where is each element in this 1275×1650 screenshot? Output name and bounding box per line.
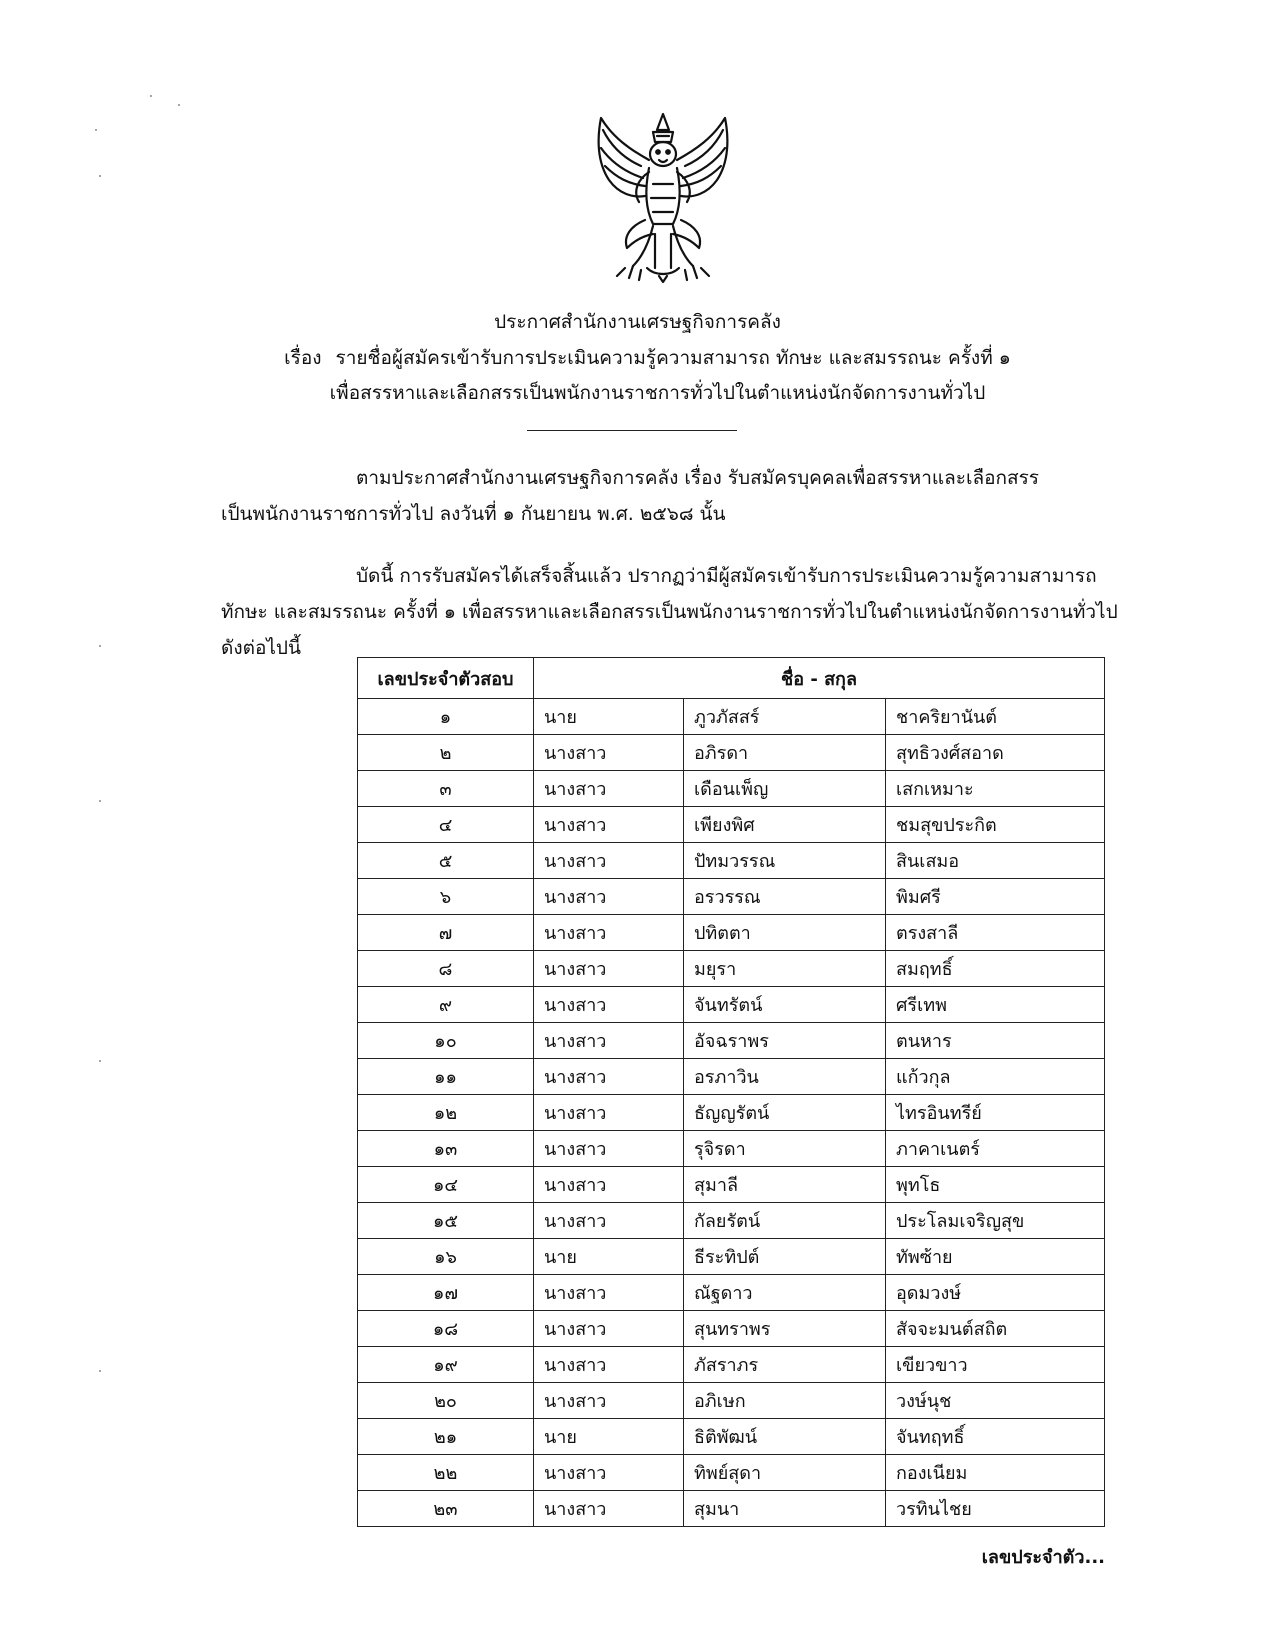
scan-speck [99,645,101,647]
exam-number-cell: ๘ [358,951,534,987]
name-prefix-cell: นาย [534,1239,684,1275]
table-row [358,843,1105,879]
exam-number-cell: ๒๐ [358,1383,534,1419]
table-row [358,1203,1105,1239]
last-name-cell: ตนหาร [886,1023,1105,1059]
table-row [358,951,1105,987]
intro-paragraph-line: ตามประกาศสำนักงานเศรษฐกิจการคลัง เรื่อง รับสมัครบุคคลเพื่อสรรหาและเลือกสรร [356,467,1040,489]
name-prefix-cell: นางสาว [534,1167,684,1203]
first-name-cell: จันทรัตน์ [684,987,886,1023]
first-name-cell: อภิเษก [684,1383,886,1419]
name-prefix-cell: นาย [534,699,684,735]
table-row [358,1131,1105,1167]
subject-label: เรื่อง [284,347,322,369]
name-prefix-cell: นางสาว [534,843,684,879]
first-name-cell: เดือนเพ็ญ [684,771,886,807]
first-name-cell: อรภาวิน [684,1059,886,1095]
exam-number-cell: ๑๒ [358,1095,534,1131]
body-paragraph-line: ทักษะ และสมรรถนะ ครั้งที่ ๑ เพื่อสรรหาและเลือกสรรเป็นพนักงานราชการทั่วไปในตำแหน่งนักจัดการงานทั่วไป [221,601,1118,623]
scan-speck [99,1060,101,1062]
name-prefix-cell: นาย [534,1419,684,1455]
exam-number-cell: ๑๑ [358,1059,534,1095]
last-name-cell: สุทธิวงศ์สอาด [886,735,1105,771]
table-row [358,987,1105,1023]
announcement-subject-continued: เพื่อสรรหาและเลือกสรรเป็นพนักงานราชการทั่วไปในตำแหน่งนักจัดการงานทั่วไป [329,382,986,404]
last-name-cell: ชมสุขประกิต [886,807,1105,843]
last-name-cell: วงษ์นุช [886,1383,1105,1419]
exam-number-cell: ๑๙ [358,1347,534,1383]
scan-speck [99,800,101,802]
exam-number-cell: ๑๖ [358,1239,534,1275]
name-prefix-cell: นางสาว [534,735,684,771]
column-header-full-name: ชื่อ - สกุล [534,658,1105,699]
table-row [358,1383,1105,1419]
exam-number-cell: ๑๔ [358,1167,534,1203]
first-name-cell: อภิรดา [684,735,886,771]
first-name-cell: ภูวภัสสร์ [684,699,886,735]
name-prefix-cell: นางสาว [534,1131,684,1167]
last-name-cell: พิมศรี [886,879,1105,915]
table-row [358,879,1105,915]
first-name-cell: อรวรรณ [684,879,886,915]
table-row [358,771,1105,807]
scan-speck [99,1370,101,1372]
last-name-cell: ไทรอินทรีย์ [886,1095,1105,1131]
table-row [358,1167,1105,1203]
first-name-cell: มยุรา [684,951,886,987]
last-name-cell: จันทฤทธิ์ [886,1419,1105,1455]
name-prefix-cell: นางสาว [534,1383,684,1419]
name-prefix-cell: นางสาว [534,771,684,807]
table-row [358,735,1105,771]
last-name-cell: กองเนียม [886,1455,1105,1491]
last-name-cell: แก้วกุล [886,1059,1105,1095]
table-row [358,1275,1105,1311]
name-prefix-cell: นางสาว [534,1059,684,1095]
exam-number-cell: ๔ [358,807,534,843]
name-prefix-cell: นางสาว [534,1347,684,1383]
exam-number-cell: ๑๐ [358,1023,534,1059]
exam-number-cell: ๑๓ [358,1131,534,1167]
first-name-cell: อัจฉราพร [684,1023,886,1059]
table-row [358,1239,1105,1275]
first-name-cell: สุนทราพร [684,1311,886,1347]
scan-speck [178,104,180,106]
exam-number-cell: ๖ [358,879,534,915]
last-name-cell: พุทโธ [886,1167,1105,1203]
exam-number-cell: ๑ [358,699,534,735]
name-prefix-cell: นางสาว [534,915,684,951]
last-name-cell: สินเสมอ [886,843,1105,879]
scan-speck [99,175,101,177]
last-name-cell: สัจจะมนต์สถิต [886,1311,1105,1347]
name-prefix-cell: นางสาว [534,807,684,843]
exam-number-cell: ๒๓ [358,1491,534,1527]
first-name-cell: ณัฐดาว [684,1275,886,1311]
table-row [358,1455,1105,1491]
table-row [358,1095,1105,1131]
table-row [358,1347,1105,1383]
body-paragraph-line: ดังต่อไปนี้ [221,637,301,659]
name-prefix-cell: นางสาว [534,951,684,987]
last-name-cell: วรทินไชย [886,1491,1105,1527]
name-prefix-cell: นางสาว [534,1275,684,1311]
continued-next-page-note: เลขประจำตัว... [981,1547,1105,1568]
name-prefix-cell: นางสาว [534,1203,684,1239]
table-header-row [358,658,1105,699]
table-row [358,1491,1105,1527]
name-prefix-cell: นางสาว [534,1023,684,1059]
last-name-cell: สมฤทธิ์ [886,951,1105,987]
announcement-subject [0,343,1275,373]
last-name-cell: ภาคาเนตร์ [886,1131,1105,1167]
body-paragraph [221,558,1118,666]
table-row [358,1059,1105,1095]
table-row [358,1311,1105,1347]
table-row [358,699,1105,735]
table-row [358,1419,1105,1455]
table-row [358,807,1105,843]
first-name-cell: เพียงพิศ [684,807,886,843]
last-name-cell: ศรีเทพ [886,987,1105,1023]
exam-number-cell: ๓ [358,771,534,807]
exam-number-cell: ๒๑ [358,1419,534,1455]
first-name-cell: ปทิตตา [684,915,886,951]
first-name-cell: สุมนา [684,1491,886,1527]
exam-number-cell: ๒ [358,735,534,771]
exam-number-cell: ๕ [358,843,534,879]
header-divider [527,430,737,431]
name-prefix-cell: นางสาว [534,1095,684,1131]
last-name-cell: ชาคริยานันต์ [886,699,1105,735]
last-name-cell: เขียวขาว [886,1347,1105,1383]
exam-number-cell: ๑๘ [358,1311,534,1347]
last-name-cell: ทัพซ้าย [886,1239,1105,1275]
table-row [358,1023,1105,1059]
exam-number-cell: ๙ [358,987,534,1023]
applicant-roster-table [357,657,1105,1527]
exam-number-cell: ๒๒ [358,1455,534,1491]
intro-paragraph-line: เป็นพนักงานราชการทั่วไป ลงวันที่ ๑ กันยายน พ.ศ. ๒๕๖๘ นั้น [221,503,726,525]
name-prefix-cell: นางสาว [534,1311,684,1347]
first-name-cell: รุจิรดา [684,1131,886,1167]
last-name-cell: ตรงสาลี [886,915,1105,951]
name-prefix-cell: นางสาว [534,987,684,1023]
name-prefix-cell: นางสาว [534,1455,684,1491]
table-row [358,915,1105,951]
exam-number-cell: ๑๕ [358,1203,534,1239]
first-name-cell: ปัทมวรรณ [684,843,886,879]
scan-speck [150,95,152,97]
first-name-cell: ธัญญรัตน์ [684,1095,886,1131]
name-prefix-cell: นางสาว [534,1491,684,1527]
subject-text: รายชื่อผู้สมัครเข้ารับการประเมินความรู้ความสามารถ ทักษะ และสมรรถนะ ครั้งที่ ๑ [335,347,1011,369]
first-name-cell: ภัสราภร [684,1347,886,1383]
first-name-cell: ทิพย์สุดา [684,1455,886,1491]
body-paragraph-line: บัดนี้ การรับสมัครได้เสร็จสิ้นแล้ว ปรากฏว่ามีผู้สมัครเข้ารับการประเมินความรู้ความสามารถ [356,565,1097,587]
announcement-title: ประกาศสำนักงานเศรษฐกิจการคลัง [494,311,781,333]
garuda-emblem-icon [583,108,743,284]
column-header-exam-number: เลขประจำตัวสอบ [358,658,534,699]
first-name-cell: กัลยรัตน์ [684,1203,886,1239]
name-prefix-cell: นางสาว [534,879,684,915]
last-name-cell: เสกเหมาะ [886,771,1105,807]
exam-number-cell: ๗ [358,915,534,951]
table-body [358,699,1105,1527]
first-name-cell: ธิติพัฒน์ [684,1419,886,1455]
first-name-cell: สุมาลี [684,1167,886,1203]
intro-paragraph [221,460,1106,532]
last-name-cell: อุดมวงษ์ [886,1275,1105,1311]
first-name-cell: ธีระทิปต์ [684,1239,886,1275]
scan-speck [95,129,97,131]
last-name-cell: ประโลมเจริญสุข [886,1203,1105,1239]
exam-number-cell: ๑๗ [358,1275,534,1311]
